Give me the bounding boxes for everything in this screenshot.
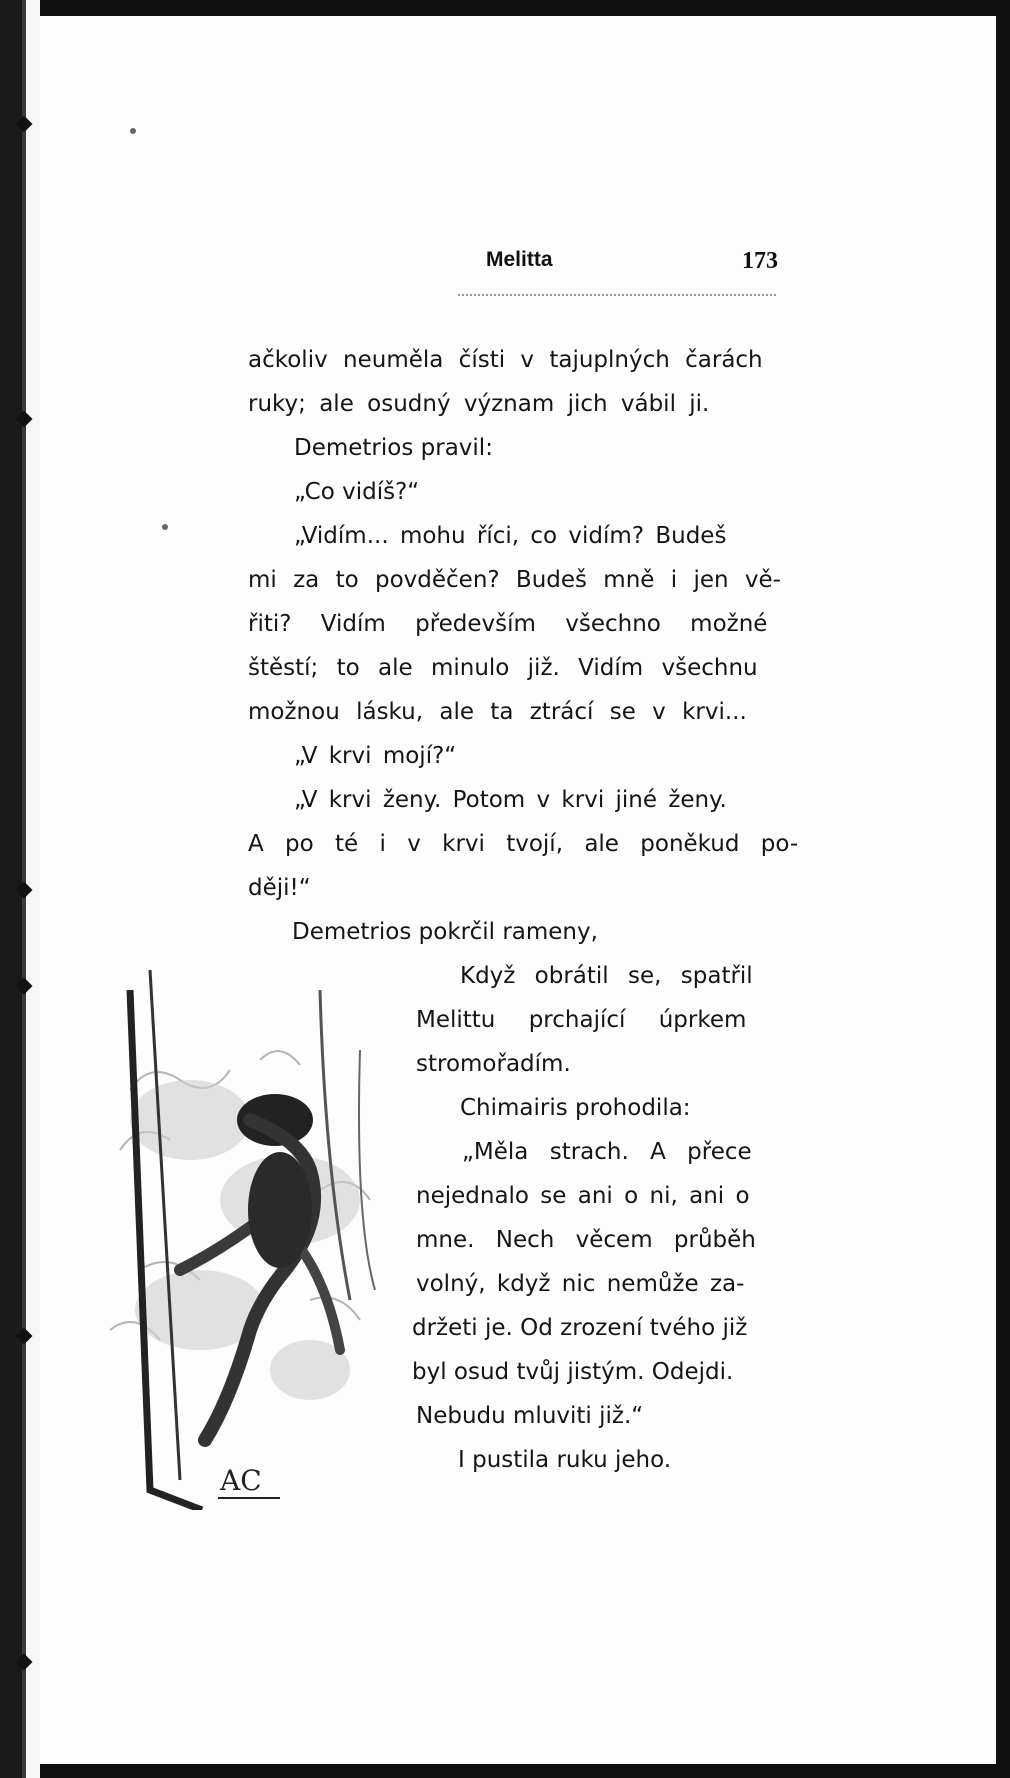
text-line: Chimairis prohodila:: [460, 1095, 691, 1121]
text-line: stromořadím.: [416, 1051, 571, 1077]
text-line: nejednalo se ani o ni, ani o: [416, 1183, 750, 1209]
text-line: A po té i v krvi tvojí, ale poněkud po-: [248, 831, 799, 857]
text-line: Nebudu mluviti již.“: [416, 1403, 644, 1429]
text-line: mi za to povděčen? Budeš mně i jen vě-: [248, 567, 781, 593]
text-line: možnou lásku, ale ta ztrácí se v krvi...: [248, 699, 747, 725]
text-line: ději!“: [248, 875, 311, 901]
text-line: I pustila ruku jeho.: [458, 1447, 672, 1473]
binding-mark: [16, 1328, 33, 1345]
page-number: 173: [742, 248, 778, 274]
illustration-signature: [218, 1464, 280, 1498]
text-line: volný, když nic nemůže za-: [416, 1271, 745, 1297]
text-line: Když obrátil se, spatřil: [460, 963, 753, 989]
illustration-figure-among-trees: [110, 970, 410, 1510]
text-line: „Měla strach. A přece: [462, 1139, 752, 1165]
text-line: mne. Nech věcem průběh: [416, 1227, 756, 1253]
binding-mark: [16, 411, 33, 428]
text-line: Melittu prchající úprkem: [416, 1007, 747, 1033]
text-line: „V krvi ženy. Potom v krvi jiné ženy.: [294, 787, 727, 813]
text-line: Demetrios pravil:: [294, 435, 493, 461]
text-line: řiti? Vidím především všechno možné: [248, 611, 768, 637]
binding-mark: [16, 116, 33, 133]
text-line: Demetrios pokrčil rameny,: [292, 919, 598, 945]
paper-speck: [130, 128, 136, 134]
header-rule: [458, 294, 776, 296]
binding-mark: [16, 978, 33, 995]
binding-mark: [16, 1654, 33, 1671]
text-line: byl osud tvůj jistým. Odejdi.: [412, 1359, 734, 1385]
text-line: „Vidím... mohu říci, co vidím? Budeš: [294, 523, 727, 549]
signature-text: AC: [220, 1464, 262, 1497]
text-line: „V krvi mojí?“: [294, 743, 457, 769]
paper-speck: [162, 524, 168, 530]
text-line: držeti je. Od zrození tvého již: [412, 1315, 748, 1341]
running-title: Melitta: [486, 248, 553, 271]
text-line: „Co vidíš?“: [294, 479, 420, 505]
binding-mark: [16, 882, 33, 899]
text-line: ačkoliv neuměla čísti v tajuplných čarách: [248, 347, 763, 373]
text-line: štěstí; to ale minulo již. Vidím všechnu: [248, 655, 758, 681]
text-line: ruky; ale osudný význam jich vábil ji.: [248, 391, 710, 417]
running-header: [248, 248, 778, 278]
